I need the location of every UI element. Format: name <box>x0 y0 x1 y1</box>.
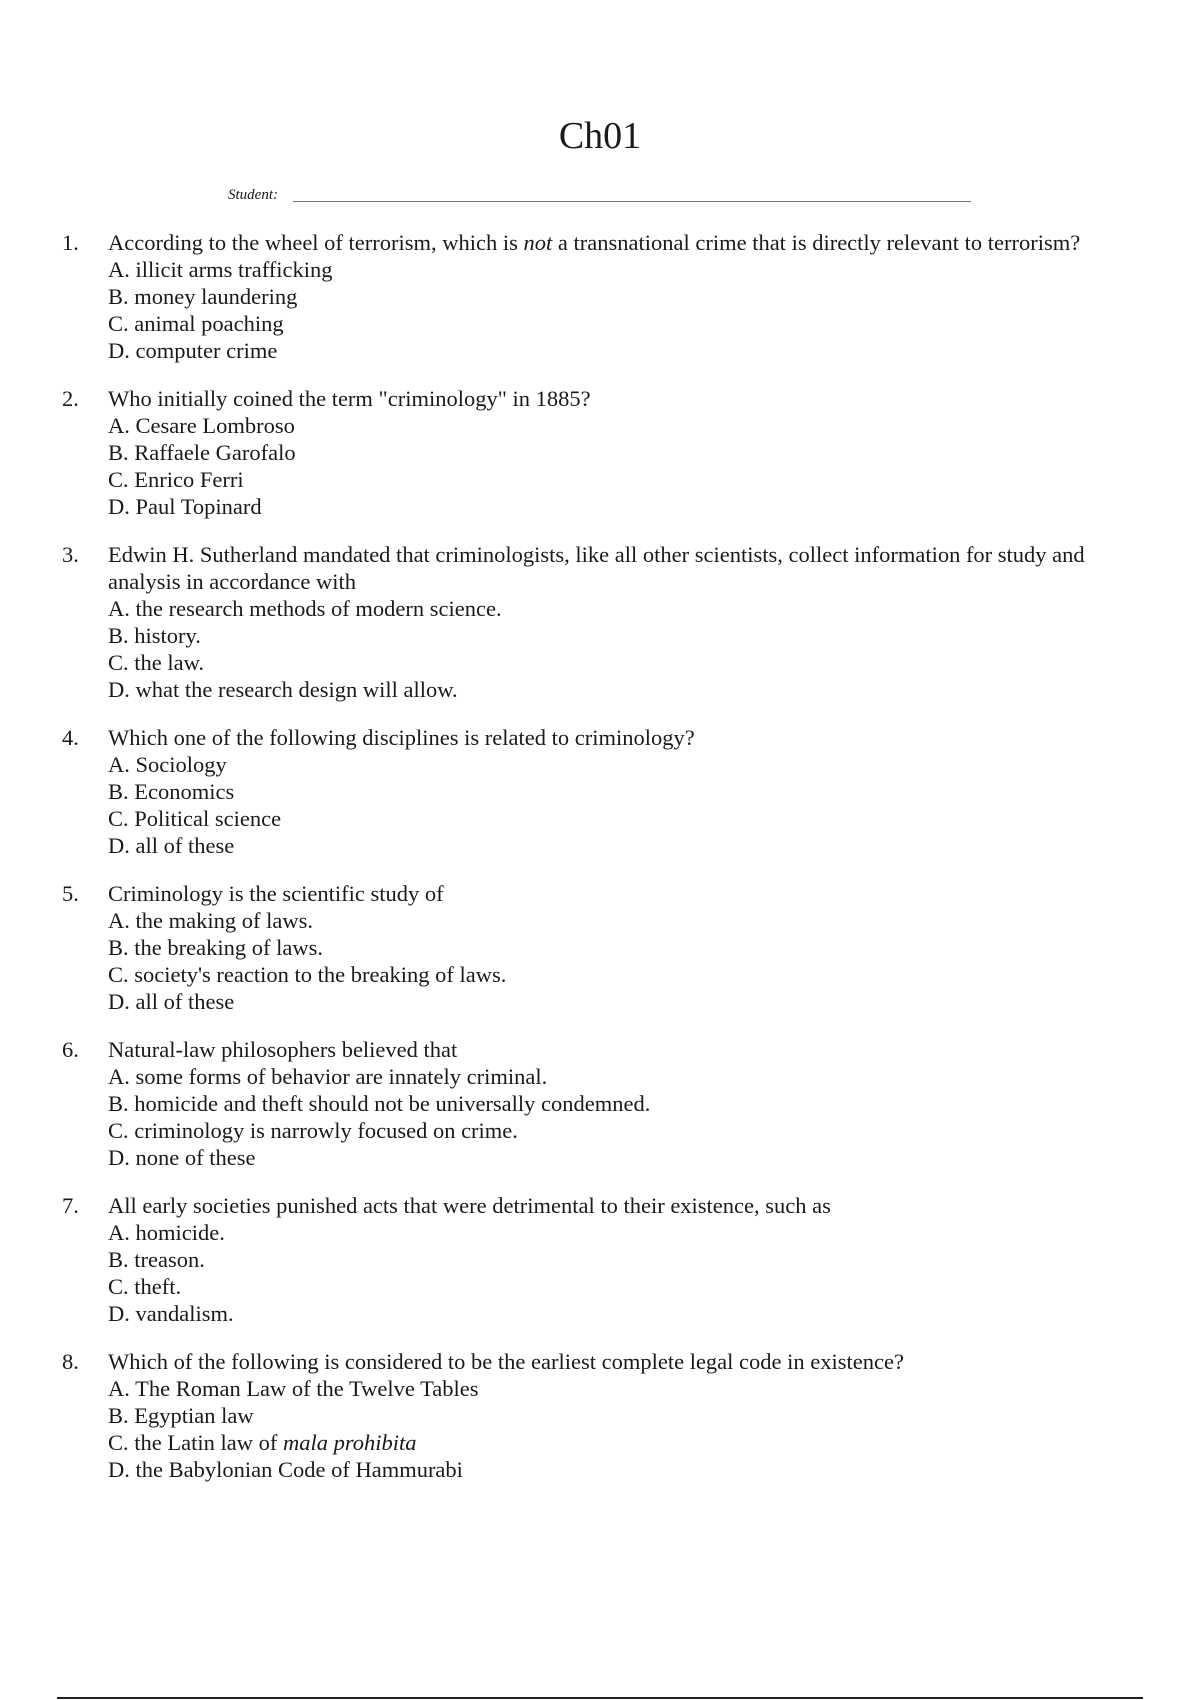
answer-option <box>108 1375 1132 1402</box>
question-item <box>62 724 1132 859</box>
text-segment: D. Paul Topinard <box>108 494 262 519</box>
answer-option <box>108 1219 1132 1246</box>
answer-option <box>108 961 1132 988</box>
answer-option <box>108 310 1132 337</box>
question-list <box>62 229 1132 1504</box>
text-segment: D. what the research design will allow. <box>108 677 458 702</box>
text-segment: C. Political science <box>108 806 282 831</box>
question-item <box>62 1192 1132 1327</box>
answer-option <box>108 256 1132 283</box>
answer-option <box>108 1144 1132 1171</box>
question-number: 4. <box>62 725 79 750</box>
text-segment: According to the wheel of terrorism, which is <box>108 230 524 255</box>
text-segment: Who initially coined the term "criminology" in 1885? <box>108 386 591 411</box>
question-item <box>62 541 1132 703</box>
text-segment: D. all of these <box>108 833 235 858</box>
text-segment: Edwin H. Sutherland mandated that criminologists, like all other scientists, collect information for study and analysis in accordance with <box>108 542 1085 594</box>
student-field <box>228 183 972 207</box>
text-segment: D. vandalism. <box>108 1301 234 1326</box>
answer-option <box>108 934 1132 961</box>
answer-option <box>108 493 1132 520</box>
question-item <box>62 385 1132 520</box>
text-segment: B. Economics <box>108 779 235 804</box>
answer-option <box>108 1300 1132 1327</box>
text-segment: A. the research methods of modern science. <box>108 596 502 621</box>
text-segment: B. money laundering <box>108 284 298 309</box>
answer-options <box>108 1063 1132 1171</box>
text-segment: A. some forms of behavior are innately criminal. <box>108 1064 548 1089</box>
answer-options <box>108 1219 1132 1327</box>
answer-option <box>108 778 1132 805</box>
text-segment: Criminology is the scientific study of <box>108 881 444 906</box>
answer-option <box>108 1063 1132 1090</box>
text-segment: C. the Latin law of <box>108 1430 283 1455</box>
page-title: Ch01 <box>558 115 642 157</box>
answer-option <box>108 832 1132 859</box>
question-number: 1. <box>62 230 79 255</box>
text-segment: A. Cesare Lombroso <box>108 413 295 438</box>
text-segment: A. illicit arms trafficking <box>108 257 333 282</box>
text-segment: D. none of these <box>108 1145 256 1170</box>
text-segment: D. computer crime <box>108 338 278 363</box>
answer-option <box>108 412 1132 439</box>
answer-option <box>108 595 1132 622</box>
answer-option <box>108 1273 1132 1300</box>
text-segment: Which one of the following disciplines is related to criminology? <box>108 725 695 750</box>
text-segment: B. Raffaele Garofalo <box>108 440 296 465</box>
answer-options <box>108 1375 1132 1483</box>
answer-options <box>108 907 1132 1015</box>
question-item <box>62 1348 1132 1483</box>
answer-option <box>108 676 1132 703</box>
text-segment: C. theft. <box>108 1274 182 1299</box>
answer-option <box>108 1429 1132 1456</box>
answer-options <box>108 751 1132 859</box>
answer-option <box>108 439 1132 466</box>
question-text <box>108 229 1132 256</box>
question-number: 2. <box>62 386 79 411</box>
question-text <box>108 1348 1132 1375</box>
answer-option <box>108 622 1132 649</box>
student-label: Student: <box>228 187 278 203</box>
answer-option <box>108 283 1132 310</box>
text-segment: a transnational crime that is directly relevant to terrorism? <box>552 230 1081 255</box>
answer-option <box>108 1456 1132 1483</box>
question-item <box>62 880 1132 1015</box>
text-segment: A. homicide. <box>108 1220 225 1245</box>
answer-options <box>108 595 1132 703</box>
question-number: 5. <box>62 881 79 906</box>
text-segment: A. The Roman Law of the Twelve Tables <box>108 1376 479 1401</box>
text-segment: D. the Babylonian Code of Hammurabi <box>108 1457 463 1482</box>
footer-divider <box>57 1697 1143 1699</box>
text-segment: B. Egyptian law <box>108 1403 254 1428</box>
italic-text: not <box>523 230 553 255</box>
text-segment: C. the law. <box>108 650 205 675</box>
answer-option <box>108 1402 1132 1429</box>
question-item <box>62 1036 1132 1171</box>
answer-options <box>108 412 1132 520</box>
answer-option <box>108 751 1132 778</box>
question-text <box>108 880 1132 907</box>
answer-option <box>108 466 1132 493</box>
text-segment: A. the making of laws. <box>108 908 313 933</box>
text-segment: Which of the following is considered to be the earliest complete legal code in existence? <box>108 1349 904 1374</box>
question-number: 8. <box>62 1349 79 1374</box>
text-segment: A. Sociology <box>108 752 227 777</box>
student-name-line[interactable] <box>293 201 971 202</box>
text-segment: D. all of these <box>108 989 235 1014</box>
text-segment: B. treason. <box>108 1247 205 1272</box>
question-number: 6. <box>62 1037 79 1062</box>
question-item <box>62 229 1132 364</box>
italic-text: mala prohibita <box>282 1430 417 1455</box>
answer-option <box>108 649 1132 676</box>
question-text <box>108 724 1132 751</box>
text-segment: All early societies punished acts that were detrimental to their existence, such as <box>108 1193 831 1218</box>
text-segment: B. the breaking of laws. <box>108 935 323 960</box>
answer-option <box>108 1090 1132 1117</box>
question-text <box>108 1036 1132 1063</box>
question-text <box>108 1192 1132 1219</box>
text-segment: C. society's reaction to the breaking of laws. <box>108 962 507 987</box>
answer-option <box>108 1246 1132 1273</box>
question-number: 3. <box>62 542 79 567</box>
answer-option <box>108 337 1132 364</box>
text-segment: C. animal poaching <box>108 311 284 336</box>
question-text <box>108 385 1132 412</box>
text-segment: B. homicide and theft should not be universally condemned. <box>108 1091 651 1116</box>
answer-option <box>108 1117 1132 1144</box>
text-segment: B. history. <box>108 623 201 648</box>
answer-option <box>108 907 1132 934</box>
question-text <box>108 541 1132 595</box>
answer-option <box>108 988 1132 1015</box>
answer-options <box>108 256 1132 364</box>
text-segment: C. Enrico Ferri <box>108 467 244 492</box>
answer-option <box>108 805 1132 832</box>
text-segment: C. criminology is narrowly focused on crime. <box>108 1118 518 1143</box>
text-segment: Natural-law philosophers believed that <box>108 1037 458 1062</box>
question-number: 7. <box>62 1193 79 1218</box>
